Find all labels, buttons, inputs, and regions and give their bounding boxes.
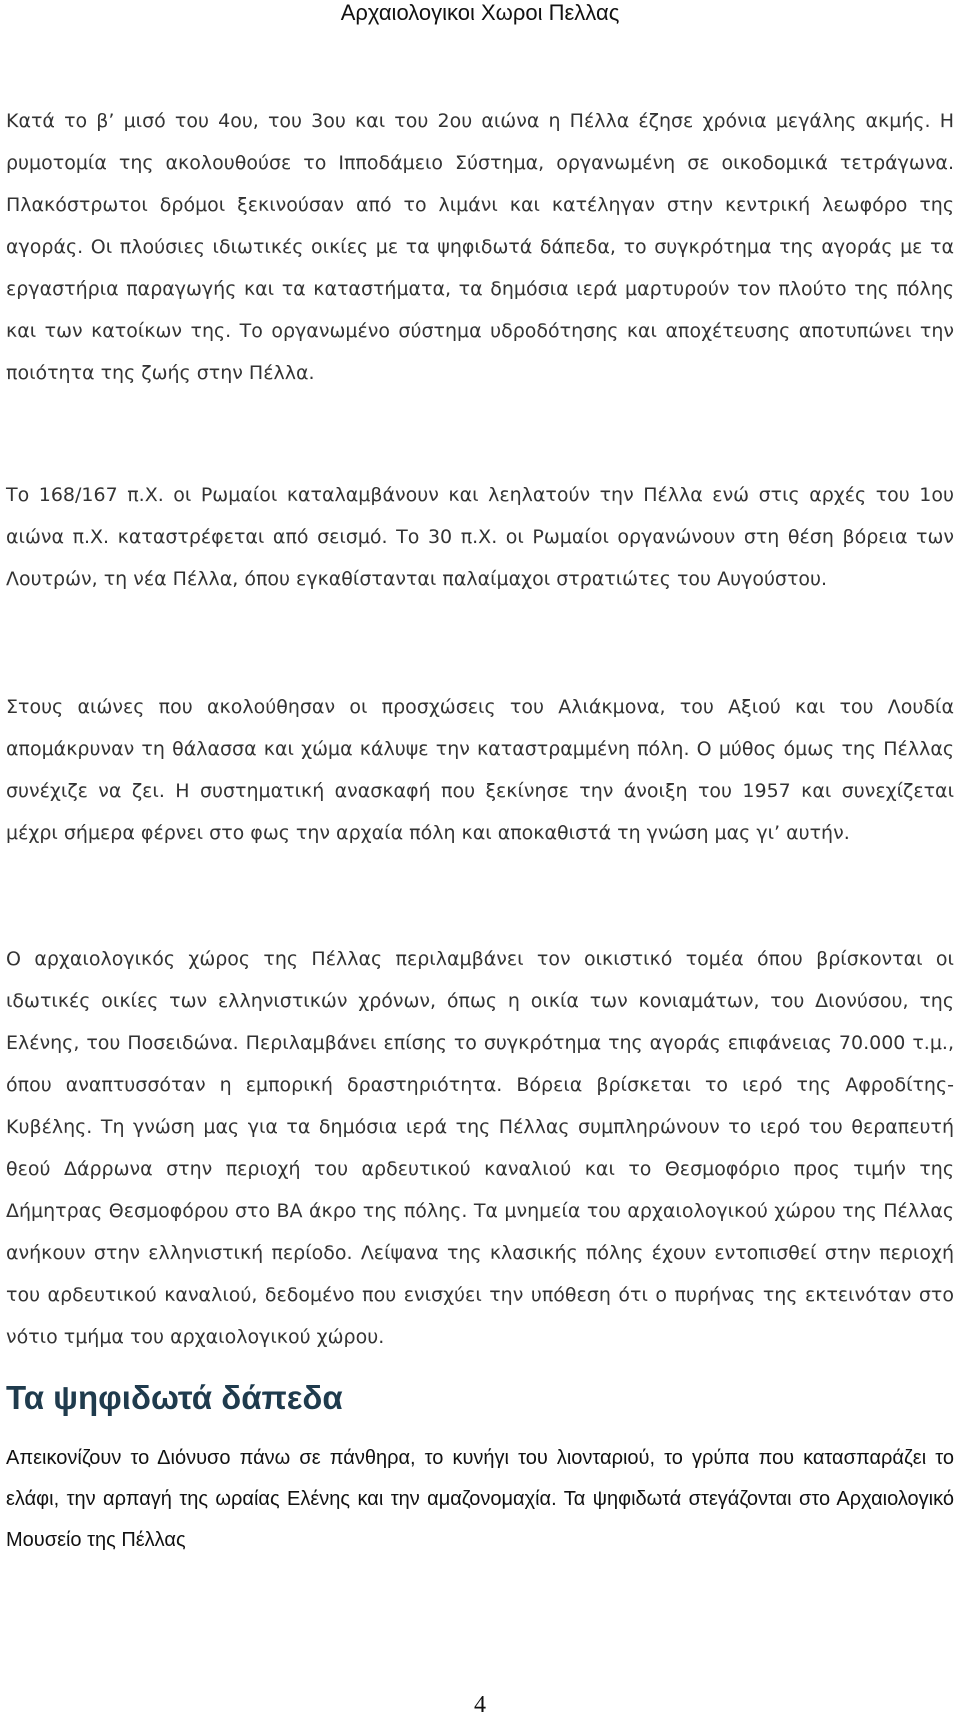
page-number: 4 [474,1692,486,1718]
paragraph-excavation: Στους αιώνες που ακολούθησαν οι προσχώσεις του Αλιάκμονα, του Αξιού και του Λουδία απομάκρυναν τη θάλασσα και χώμα κάλυψε την καταστραμμένη πόλη. Ο μύθος όμως της Πέλλας συνέχιζε να ζει. Η συστηματική ανασκαφή που ξεκίνησε την άνοιξη του 1957 και συνεχίζεται μέχρι σήμερα φέρνει στο φως την αρχαία πόλη και αποκαθιστά τη γνώση μας γι’ αυτήν. [6,696,954,844]
paragraph-history-acme: Κατά το β’ μισό του 4ου, του 3ου και του 2ου αιώνα η Πέλλα έζησε χρόνια μεγάλης ακμής. Η ρυμοτομία της ακολουθούσε το Ιπποδάμειο Σύστημα, οργανωμένη σε οικοδομικά τετράγωνα. Πλακόστρωτοι δρόμοι ξεκινούσαν από το λιμάνι και κατέληγαν στην κεντρική λεωφόρο της αγοράς. Οι πλούσιες ιδιωτικές οικίες με τα ψηφιδωτά δάπεδα, το συγκρότημα της αγοράς με τα εργαστήρια παραγωγής και τα καταστήματα, τα δημόσια ιερά μαρτυρούν τον πλούτο της πόλης και των κατοίκων της. Το οργανωμένο σύστημα υδροδότησης και αποχέτευσης αποτυπώνει την ποιότητα της ζωής στην Πέλλα. [6,110,954,384]
section-title-mosaics: Τα ψηφιδωτά δάπεδα [6,1379,343,1416]
paragraph-archaeological-site: Ο αρχαιολογικός χώρος της Πέλλας περιλαμβάνει τον οικιστικό τομέα όπου βρίσκονται οι ιδωτικές οικίες των ελληνιστικών χρόνων, όπως η οικία των κονιαμάτων, του Διονύσου, της Ελένης, του Ποσειδώνα. Περιλαμβάνει επίσης το συγκρότημα της αγοράς επιφάνειας 70.000 τ.μ., όπου αναπτυσσόταν η εμπορική δραστηριότητα. Βόρεια βρίσκεται το ιερό της Αφροδίτης-Κυβέλης. Τη γνώση μας για τα δημόσια ιερά της Πέλλας συμπληρώνουν το ιερό του θεραπευτή θεού Δάρρωνα στην περιοχή του αρδευτικού καναλιού και το Θεσμοφόριο προς τιμήν της Δήμητρας Θεσμοφόρου στο ΒΑ άκρο της πόλης. Τα μνημεία του αρχαιολογικού χώρου της Πέλλας ανήκουν στην ελληνιστική περίοδο. Λείψανα της κλασικής πόλης έχουν εντοπισθεί στην περιοχή του αρδευτικού καναλιού, δεδομένο που ενισχύει την υπόθεση ότι ο πυρήνας της εκτεινόταν στο νότιο τμήμα του αρχαιολογικού χώρου. [6,948,954,1348]
paragraph-mosaics: Απεικονίζουν το Διόνυσο πάνω σε πάνθηρα, το κυνήγι του λιονταριού, το γρύπα που κατασπαράζει το ελάφι, την αρπαγή της ωραίας Ελένης και την αμαζονομαχία. Τα ψηφιδωτά στεγάζονται στο Αρχαιολογικό Μουσείο της Πέλλας [6,1447,954,1551]
page-header: Αρχαιολογικοι Χωροι Πελλας [340,0,620,25]
paragraph-roman-conquest: Το 168/167 π.Χ. οι Ρωμαίοι καταλαμβάνουν και λεηλατούν την Πέλλα ενώ στις αρχές του 1ου αιώνα π.Χ. καταστρέφεται από σεισμό. Το 30 π.Χ. οι Ρωμαίοι οργανώνουν στη θέση βόρεια των Λουτρών, τη νέα Πέλλα, όπου εγκαθίστανται παλαίμαχοι στρατιώτες του Αυγούστου. [6,484,954,590]
